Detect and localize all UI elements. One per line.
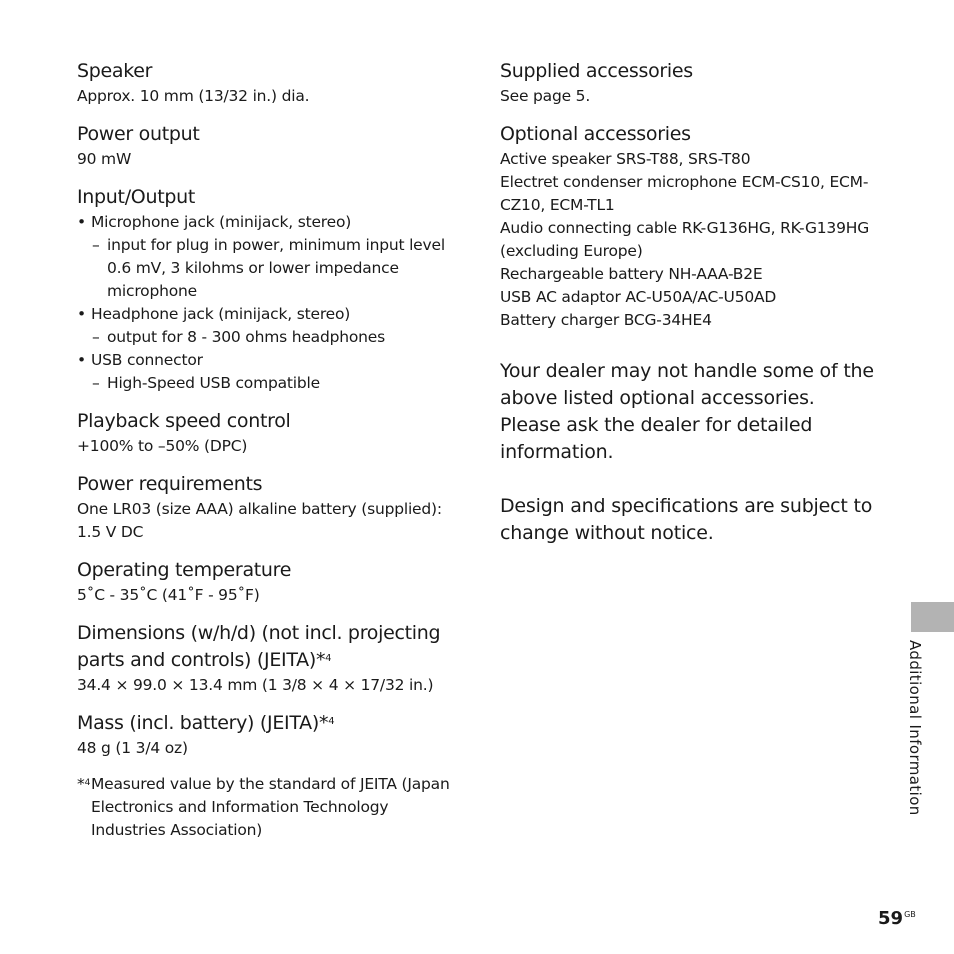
usb-connector-item: • USB connector [77, 349, 467, 372]
playback-speed-heading: Playback speed control [77, 410, 291, 432]
mass-heading-text: Mass (incl. battery) (JEITA)* [77, 712, 329, 734]
supplied-accessories-section [500, 58, 880, 108]
headphone-jack-item: • Headphone jack (minijack, stereo) [77, 303, 467, 326]
dimensions-value: 34.4 × 99.0 × 13.4 mm (1 3/8 × 4 × 17/32 in.) [77, 676, 434, 694]
dimensions-section [77, 620, 467, 697]
supplied-accessories-value: See page 5. [500, 87, 591, 105]
optional-accessory-item: Battery charger BCG-34HE4 [500, 311, 712, 329]
page-region-suffix: GB [904, 910, 916, 919]
specification-notice: Design and speciﬁcations are subject to change without notice. [500, 495, 873, 544]
optional-accessory-item: USB AC adaptor AC-U50A/AC-U50AD [500, 288, 777, 306]
optional-accessories-section [500, 121, 880, 332]
right-column [500, 58, 880, 574]
dimensions-heading-text: Dimensions (w/h/d) (not incl. projecting parts and controls) (JEITA)* [77, 622, 441, 671]
section-tab-marker [911, 602, 954, 632]
power-requirements-value: One LR03 (size AAA) alkaline battery (supplied): 1.5 V DC [77, 500, 442, 541]
dimensions-footnote-ref: 4 [325, 653, 332, 664]
operating-temperature-heading: Operating temperature [77, 559, 292, 581]
operating-temperature-value: 5˚C - 35˚C (41˚F - 95˚F) [77, 586, 260, 604]
dimensions-heading [77, 620, 467, 674]
power-requirements-section [77, 471, 467, 544]
playback-speed-section [77, 408, 467, 458]
operating-temperature-section [77, 557, 467, 607]
side-section-label-text: Additional Information [906, 640, 924, 816]
usb-connector-detail: – High-Speed USB compatible [77, 372, 467, 395]
left-column [77, 58, 467, 842]
input-output-section [77, 184, 467, 395]
footnote-asterisk: * [77, 775, 85, 793]
optional-accessory-item: Audio connecting cable RK-G136HG, RK-G139HG (excluding Europe) [500, 219, 870, 260]
power-output-value: 90 mW [77, 150, 132, 168]
supplied-accessories-heading: Supplied accessories [500, 60, 693, 82]
power-output-section [77, 121, 467, 171]
mass-value: 48 g (1 3/4 oz) [77, 739, 188, 757]
speaker-heading: Speaker [77, 60, 153, 82]
footnote-number: 4 [84, 778, 91, 788]
headphone-jack-detail: – output for 8 - 300 ohms headphones [77, 326, 467, 349]
mass-heading [77, 710, 467, 737]
page-number [878, 908, 916, 929]
optional-accessory-item: Active speaker SRS-T88, SRS-T80 [500, 150, 751, 168]
footnote-mark [77, 773, 90, 796]
optional-accessory-item: Rechargeable battery NH-AAA-B2E [500, 265, 763, 283]
microphone-jack-detail: – input for plug in power, minimum input level 0.6 mV, 3 kilohms or lower impedance microphone [77, 234, 467, 303]
speaker-section [77, 58, 467, 108]
side-section-label [903, 640, 927, 840]
dealer-notice: Your dealer may not handle some of the above listed optional accessories. Please ask the dealer for detailed information. [500, 360, 874, 463]
mass-footnote-ref: 4 [328, 716, 335, 727]
footnote [77, 773, 467, 842]
optional-accessories-heading: Optional accessories [500, 123, 691, 145]
input-output-heading: Input/Output [77, 186, 195, 208]
power-requirements-heading: Power requirements [77, 473, 263, 495]
speaker-value: Approx. 10 mm (13/32 in.) dia. [77, 87, 310, 105]
power-output-heading: Power output [77, 123, 200, 145]
footnote-text: Measured value by the standard of JEITA (Japan Electronics and Information Technology Industries Association) [91, 775, 450, 839]
optional-accessory-item: Electret condenser microphone ECM-CS10, ECM-CZ10, ECM-TL1 [500, 173, 869, 214]
microphone-jack-item: • Microphone jack (minijack, stereo) [77, 211, 467, 234]
mass-section [77, 710, 467, 760]
playback-speed-value: +100% to –50% (DPC) [77, 437, 248, 455]
page-number-value: 59 [878, 908, 904, 929]
